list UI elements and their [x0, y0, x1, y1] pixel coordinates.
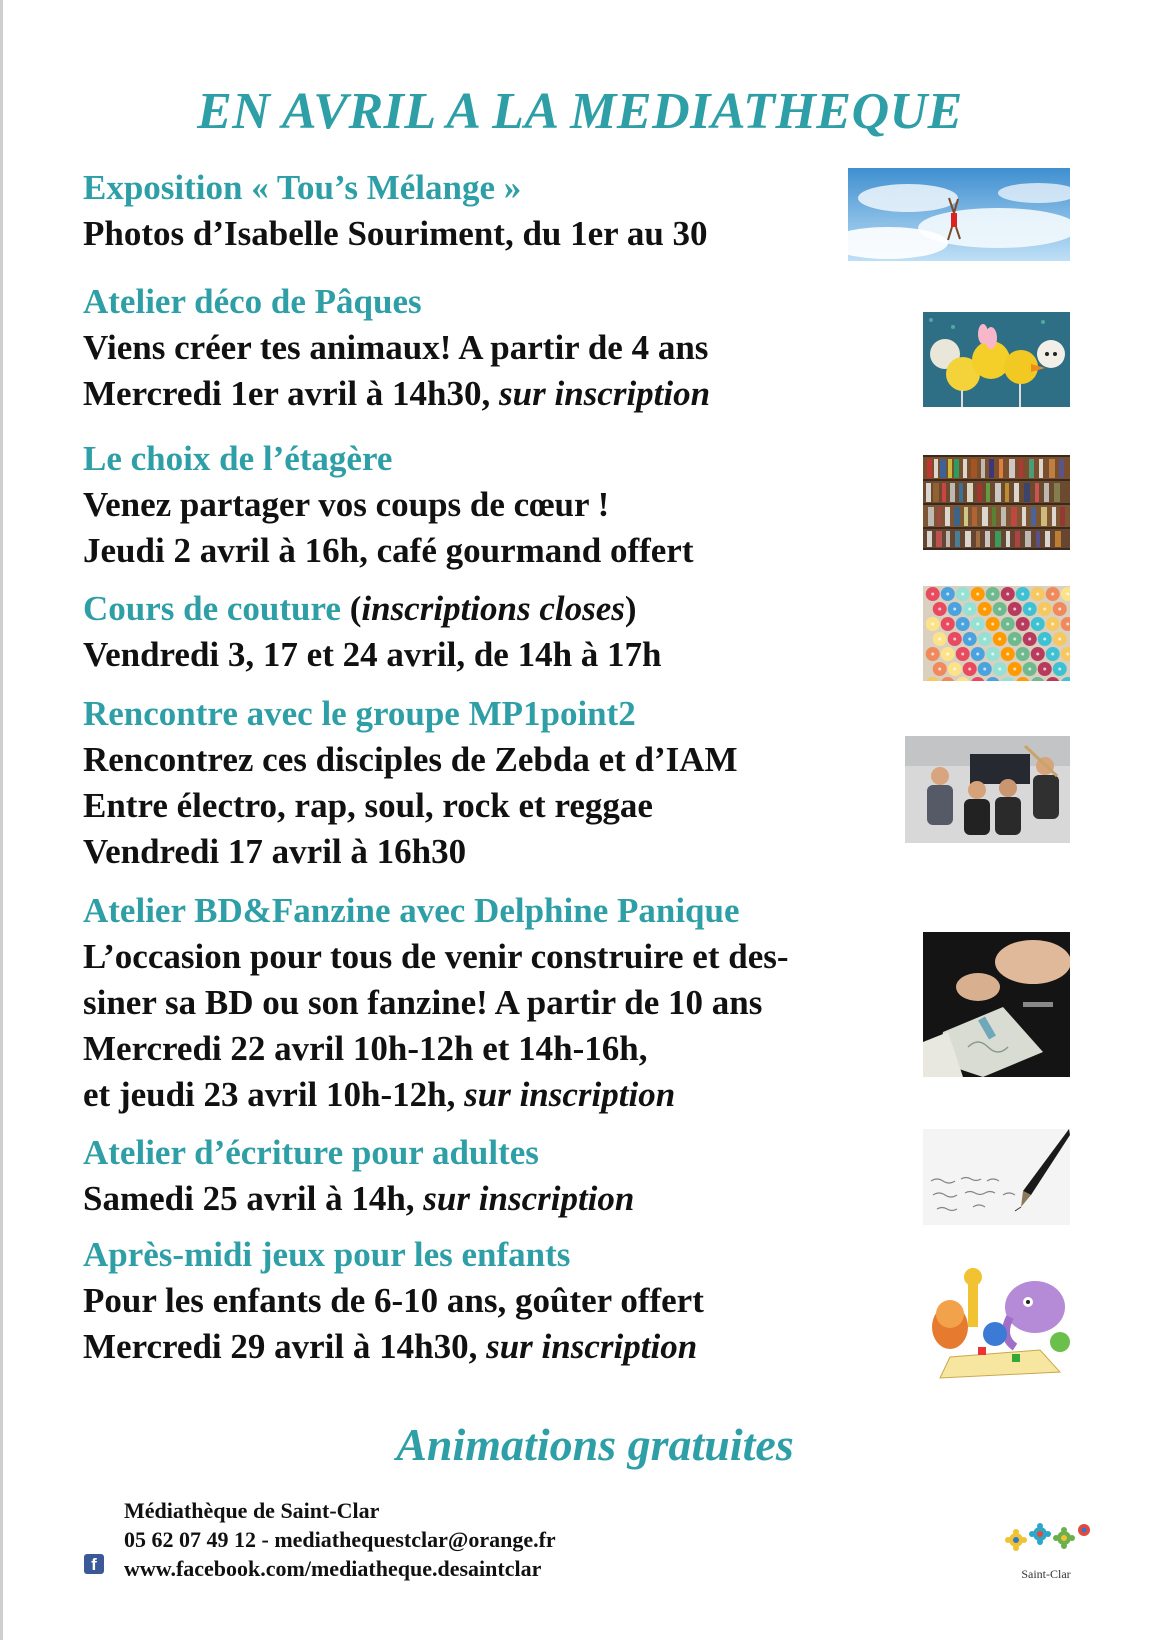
contact-line: 05 62 07 49 12 - mediathequestclar@orange.fr [124, 1527, 556, 1552]
logo-caption: Saint-Clar [1021, 1567, 1071, 1581]
event-title: Atelier déco de Pâques [83, 282, 422, 321]
event-line: Rencontrez ces disciples de Zebda et d’IAM [83, 740, 738, 779]
library-name: Médiathèque de Saint-Clar [124, 1498, 380, 1523]
page-title: EN AVRIL A LA MEDIATHEQUE [197, 83, 963, 140]
event-line: L’occasion pour tous de venir construire et des- [83, 937, 789, 976]
event-line-inscription: Mercredi 1er avril à 14h30, sur inscription [83, 374, 711, 413]
closing-banner: Animations gratuites [396, 1419, 794, 1470]
event-atelier-ecriture [83, 1130, 913, 1222]
page-border [0, 0, 3, 1640]
event-atelier-deco [83, 279, 913, 417]
facebook-link[interactable]: www.facebook.com/mediatheque.desaintclar [124, 1556, 542, 1581]
event-title: Atelier BD&Fanzine avec Delphine Panique [83, 891, 740, 930]
fountain-pen-photo [923, 1129, 1070, 1225]
event-line: Mercredi 22 avril 10h-12h et 14h-16h, [83, 1029, 648, 1068]
saint-clar-logo [1002, 1508, 1092, 1568]
event-line: Vendredi 17 avril à 16h30 [83, 832, 467, 871]
event-title: Après-midi jeux pour les enfants [83, 1235, 571, 1274]
event-line: Vendredi 3, 17 et 24 avril, de 14h à 17h [83, 635, 662, 674]
event-title: Cours de couture (inscriptions closes) [83, 589, 637, 628]
event-choix-etagere [83, 436, 913, 574]
drawing-hands-photo [923, 932, 1070, 1077]
event-title: Le choix de l’étagère [83, 439, 393, 478]
buttons-photo [923, 586, 1070, 681]
cartoon-animals-illustration [920, 1262, 1075, 1380]
event-apres-midi-jeux [83, 1232, 913, 1370]
event-rencontre-groupe [83, 691, 913, 875]
event-line: Pour les enfants de 6-10 ans, goûter offert [83, 1281, 704, 1320]
easter-animals-photo [923, 312, 1070, 407]
event-line: Entre électro, rap, soul, rock et reggae [83, 786, 653, 825]
event-title: Exposition « Tou’s Mélange » [83, 168, 522, 207]
event-line: Photos d’Isabelle Souriment, du 1er au 30 [83, 214, 708, 253]
event-cours-couture [83, 586, 913, 678]
event-atelier-bd [83, 888, 913, 1118]
sky-jump-photo [848, 168, 1070, 261]
event-line-inscription: et jeudi 23 avril 10h-12h, sur inscription [83, 1075, 676, 1114]
event-line: Venez partager vos coups de cœur ! [83, 485, 610, 524]
event-title: Atelier d’écriture pour adultes [83, 1133, 539, 1172]
event-line: Jeudi 2 avril à 16h, café gourmand offert [83, 531, 694, 570]
band-photo [905, 736, 1070, 843]
event-line-inscription: Samedi 25 avril à 14h, sur inscription [83, 1179, 635, 1218]
facebook-icon[interactable]: f [84, 1554, 104, 1574]
footer [124, 1496, 556, 1583]
event-title: Rencontre avec le groupe MP1point2 [83, 694, 636, 733]
bookshelf-photo [923, 455, 1070, 550]
event-exposition [83, 165, 913, 257]
event-line-inscription: Mercredi 29 avril à 14h30, sur inscription [83, 1327, 698, 1366]
event-line: Viens créer tes animaux! A partir de 4 ans [83, 328, 709, 367]
event-line: siner sa BD ou son fanzine! A partir de 10 ans [83, 983, 763, 1022]
